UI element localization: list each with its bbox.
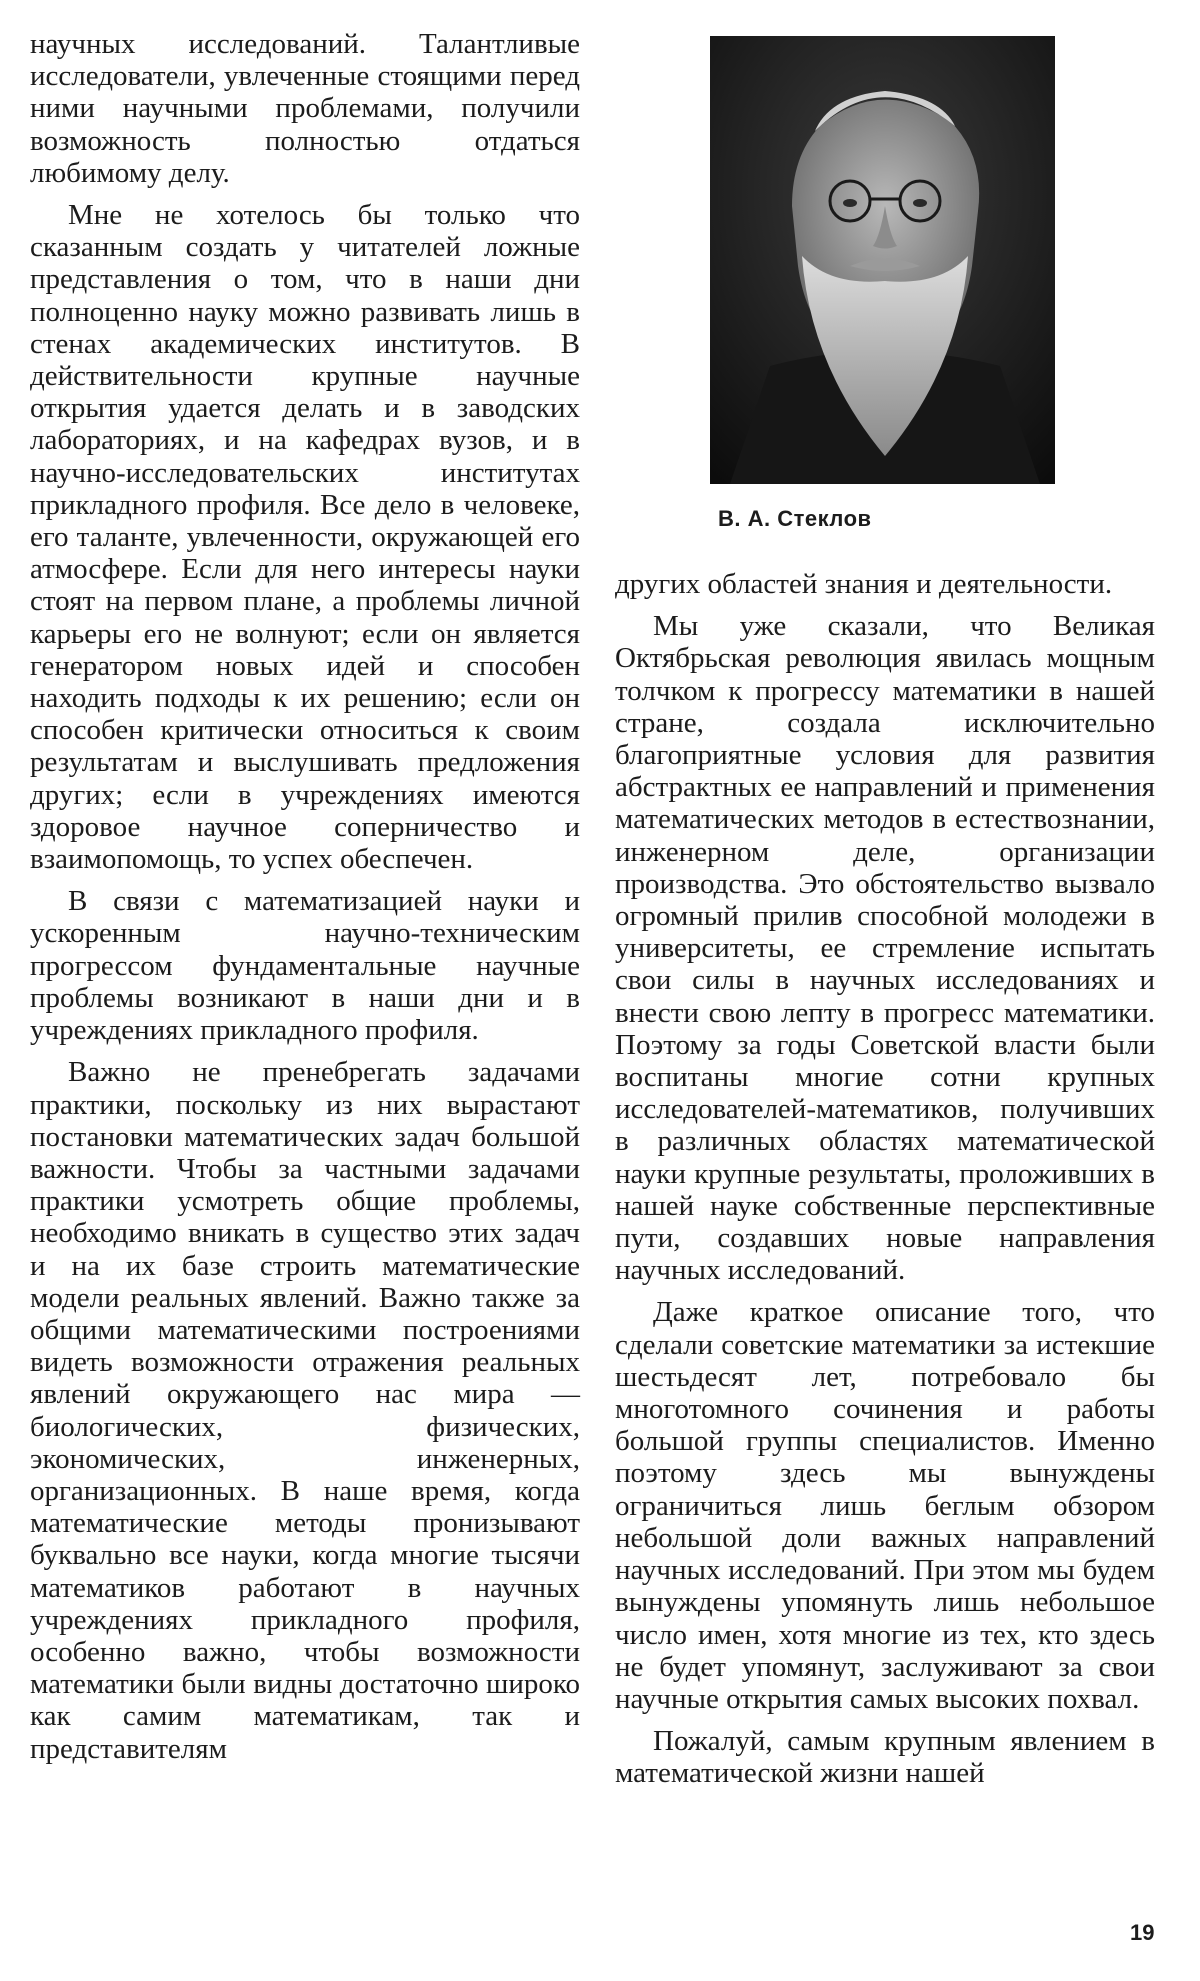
paragraph: других областей знания и деятельности. [615,568,1113,600]
page-number: 19 [1130,1920,1155,1945]
paragraph: Мы уже сказали, что Великая Октябрьская революция явилась мощным толчком к прогрессу математики в нашей стране, создала исключительно благоприятные условия для развития абстрактных ее направлений и применения математических методов в естествознании, инженерном деле, организации производства. Это обстоятельство вызвало огромный прилив способной молодежи в университеты, ее стремление испытать свои силы в научных исследованиях и внести свою лепту в прогресс математики. Поэтому за годы Советской власти были воспитаны многие сотни крупных исследователей-математиков, получивших в различных областях математической науки крупные результаты, проложивших в нашей науке собственные перспективные пути, создавших новые направления научных исследований. [615,610,1155,1287]
steklov-portrait-photo [710,36,1055,484]
paragraph: В связи с математизацией науки и ускоренным научно-техническим прогрессом фундаментальные научные проблемы возникают в наши дни и в учреждениях прикладного профиля. [30,885,580,1047]
left-text-column [30,28,580,1765]
photo-caption: В. А. Стеклов [718,506,872,531]
paragraph: Важно не пренебрегать задачами практики, поскольку из них вырастают постановки математических задач большой важности. Чтобы за частными задачами практики усмотреть общие проблемы, необходимо вникать в существо этих задач и на их базе строить математические модели реальных явлений. Важно также за общими математическими построениями видеть возможности отражения реальных явлений окружающего нас мира — биологических, физических, экономических, инженерных, организационных. В наше время, когда математические методы пронизывают буквально все науки, когда многие тысячи математиков работают в научных учреждениях прикладного профиля, особенно важно, чтобы возможности математики были видны достаточно широко как самим математикам, так и представителям [30,1056,580,1765]
paragraph: научных исследований. Талантливые исследователи, увлеченные стоящими перед ними научными проблемами, получили возможность полностью отдаться любимому делу. [30,28,580,189]
paragraph: Пожалуй, самым крупным явлением в математической жизни нашей [615,1725,1155,1790]
right-text-column [615,568,1155,1790]
paragraph: Мне не хотелось бы только что сказанным создать у читателей ложные представления о том, что в наши дни полноценно науку можно развивать лишь в стенах академических институтов. В действительности крупные научные открытия удается делать и в заводских лабораториях, и на кафедрах вузов, и в научно-исследовательских институтах прикладного профиля. Все дело в человеке, его таланте, увлеченности, окружающей его атмосфере. Если для него интересы науки стоят на первом плане, а проблемы личной карьеры его не волнуют; если он является генератором новых идей и способен находить подходы к их решению; если он способен критически относиться к своим результатам и выслушивать предложения других; если в учреждениях имеются здоровое научное соперничество и взаимопомощь, то успех обеспечен. [30,199,580,876]
paragraph: Даже краткое описание того, что сделали советские математики за истекшие шестьдесят лет, потребовало бы многотомного сочинения и работы большой группы специалистов. Именно поэтому здесь мы вынуждены ограничиться лишь беглым обзором небольшой доли важных направлений научных исследований. При этом мы будем вынуждены упомянуть лишь небольшое число имен, хотя многие из тех, кто здесь не будет упомянут, заслуживают за свои научные открытия самых высоких похвал. [615,1296,1155,1715]
portrait-image [710,36,1055,484]
